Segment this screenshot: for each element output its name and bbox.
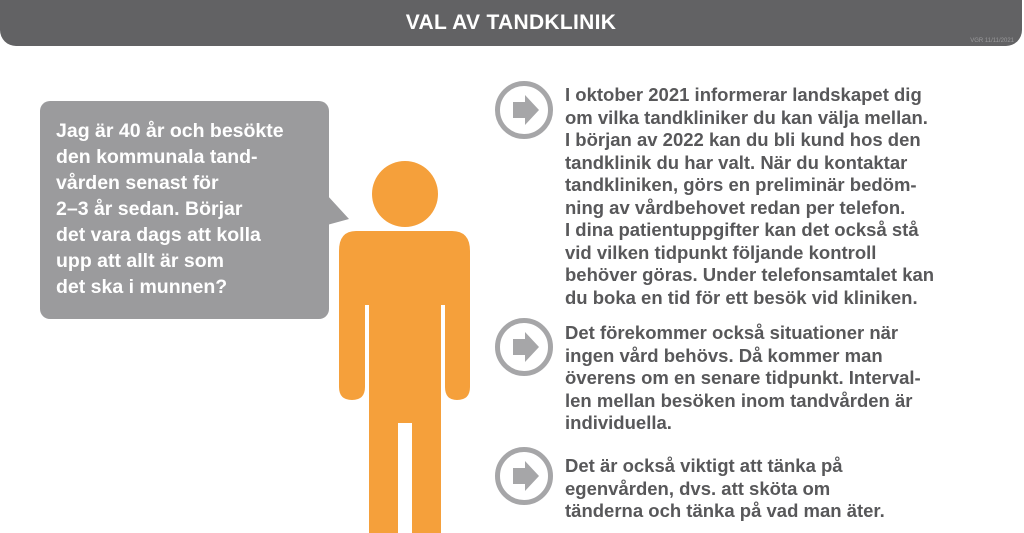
step-line: I början av 2022 kan du bli kund hos den bbox=[565, 129, 921, 150]
speech-line: upp att allt är som bbox=[56, 250, 224, 272]
step-line: len mellan besöken inom tandvården är bbox=[565, 389, 913, 411]
step-line: ning av vårdbehovet redan per telefon. bbox=[565, 196, 906, 218]
step-line: Det är också viktigt att tänka på bbox=[565, 455, 843, 476]
speech-bubble-text bbox=[56, 118, 331, 300]
step-line: behöver göras. Under telefonsamtalet kan bbox=[565, 264, 935, 285]
step-1-arrow-icon bbox=[494, 80, 554, 140]
step-line: I dina patientuppgifter kan det också stå bbox=[565, 219, 919, 240]
step-line: tandkliniken, görs en preliminär bedöm- bbox=[565, 174, 917, 195]
step-line: du boka en tid för ett besök vid kliniken. bbox=[565, 286, 918, 308]
page-header bbox=[0, 0, 1022, 46]
step-line: ingen vård behövs. Då kommer man bbox=[565, 344, 883, 366]
speech-line: 2–3 år sedan. Börjar bbox=[56, 198, 243, 220]
speech-line: det ska i munnen? bbox=[56, 276, 228, 298]
step-line: tänderna och tänka på vad man äter. bbox=[565, 500, 885, 521]
step-line: egenvården, dvs. att sköta om bbox=[565, 477, 831, 499]
page-title: VAL AV TANDKLINIK bbox=[405, 11, 617, 34]
speech-line: den kommunala tand- bbox=[56, 146, 258, 168]
step-3-text bbox=[565, 455, 1015, 523]
step-line: överens om en senare tidpunkt. Interval- bbox=[565, 367, 921, 388]
step-line: Det förekommer också situationer när bbox=[565, 322, 899, 343]
step-1-text bbox=[565, 84, 1015, 309]
step-3-arrow-icon bbox=[494, 446, 554, 506]
step-2-text bbox=[565, 322, 1015, 435]
step-line: individuella. bbox=[565, 412, 672, 433]
speech-line: Jag är 40 år och besökte bbox=[56, 120, 284, 142]
person-icon bbox=[336, 155, 472, 533]
step-line: om vilka tandkliniker du kan välja mellan. bbox=[565, 106, 928, 128]
speech-line: vården senast för bbox=[56, 172, 219, 194]
step-line: tandklinik du har valt. När du kontaktar bbox=[565, 151, 908, 173]
step-2-arrow-icon bbox=[494, 317, 554, 377]
step-line: I oktober 2021 informerar landskapet dig bbox=[565, 84, 922, 105]
speech-line: det vara dags att kolla bbox=[56, 224, 261, 246]
step-line: vid vilken tidpunkt följande kontroll bbox=[565, 241, 877, 263]
reference-code: VGR 11/11/2021 bbox=[970, 38, 1014, 44]
